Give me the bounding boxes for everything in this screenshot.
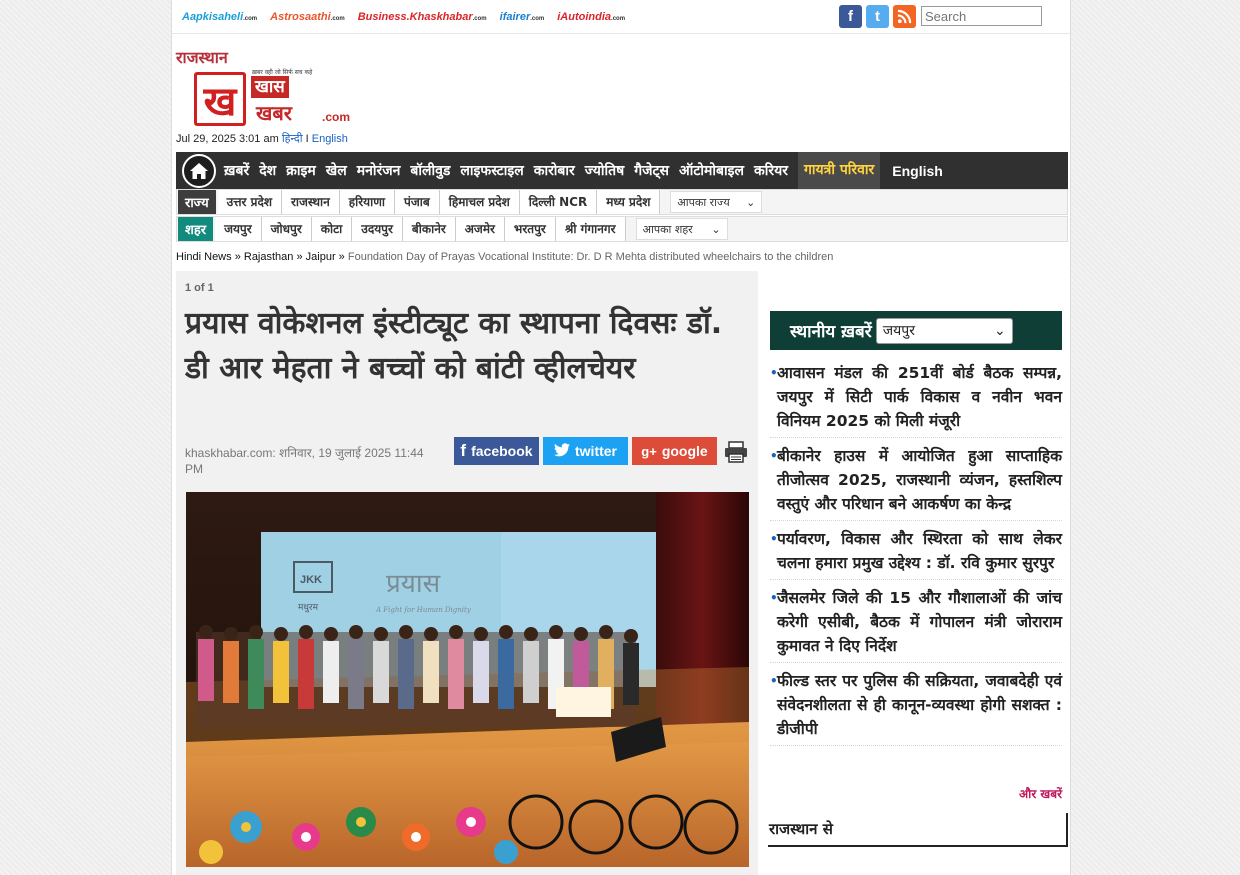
local-news-item[interactable]: • पर्यावरण, विकास और स्थिरता को साथ लेकर चलना हमारा प्रमुख उद्देश्य : डॉ. रवि कुमार सुरपुर: [770, 527, 1062, 580]
state-item-madhya-pradesh[interactable]: मध्य प्रदेश: [597, 190, 660, 214]
state-item-uttar-pradesh[interactable]: उत्तर प्रदेश: [218, 190, 282, 214]
city-select[interactable]: [636, 218, 728, 240]
article-byline: khaskhabar.com: शनिवार, 19 जुलाई 2025 11:44 PM: [185, 446, 424, 476]
city-label: शहर: [178, 217, 213, 241]
social-links: [839, 5, 916, 28]
breadcrumb-jaipur[interactable]: Jaipur: [305, 251, 336, 263]
state-item-punjab[interactable]: पंजाब: [395, 190, 440, 214]
nav-item-crime[interactable]: क्राइम: [286, 163, 316, 179]
city-item-jodhpur[interactable]: जोधपुर: [262, 217, 312, 241]
rajasthan-section-heading: राजस्थान से: [768, 813, 1068, 847]
facebook-icon[interactable]: f: [839, 5, 862, 28]
city-news-select-value: जयपुर: [882, 323, 915, 339]
local-news-header: [770, 311, 1062, 350]
nav-item-bollywood[interactable]: बॉलीवुड: [410, 163, 451, 179]
share-twitter-label: twitter: [575, 443, 617, 459]
photo-counter: 1 of 1: [185, 282, 214, 294]
share-facebook-button[interactable]: [454, 437, 539, 465]
twitter-icon[interactable]: t: [866, 5, 889, 28]
nav-item-karobar[interactable]: कारोबार: [533, 163, 575, 179]
backdrop-madhuram-text: मधुरम: [298, 603, 318, 613]
nav-item-lifestyle[interactable]: लाइफस्टाइल: [460, 163, 524, 179]
page: [171, 0, 1071, 875]
print-icon[interactable]: [724, 441, 748, 463]
header: [172, 34, 1070, 151]
nav-item-manoranjan[interactable]: मनोरंजन: [356, 163, 401, 179]
city-nav: [176, 216, 1068, 242]
share-google-label: google: [661, 443, 708, 459]
nav-item-english[interactable]: English: [892, 162, 943, 179]
nav-item-career[interactable]: करियर: [754, 163, 788, 179]
breadcrumb-hindi-news[interactable]: Hindi News: [176, 251, 232, 263]
breadcrumb-current: Foundation Day of Prayas Vocational Institute: Dr. D R Mehta distributed wheelchairs to the children: [347, 251, 834, 263]
nav-item-automobile[interactable]: ऑटोमोबाइल: [679, 163, 745, 179]
city-item-udaipur[interactable]: उदयपुर: [352, 217, 403, 241]
site-link-ifairer[interactable]: ifairer.com: [499, 11, 545, 23]
state-title: राजस्थान: [176, 48, 228, 67]
site-logo[interactable]: [194, 68, 359, 128]
city-news-select[interactable]: [876, 318, 1013, 344]
lang-hindi-link[interactable]: हिन्दी: [281, 133, 303, 145]
breadcrumb: [176, 251, 833, 263]
google-plus-icon: g+: [641, 443, 657, 459]
city-item-jaipur[interactable]: जयपुर: [215, 217, 262, 241]
logo-com: .com: [322, 110, 351, 124]
city-item-sri-ganganagar[interactable]: श्री गंगानगर: [556, 217, 626, 241]
city-select-value: आपका शहर: [642, 222, 693, 236]
local-news-title: स्थानीय ख़बरें: [790, 322, 872, 342]
dateline: [176, 131, 348, 146]
sidebar: [768, 271, 1068, 875]
state-item-delhi-ncr[interactable]: दिल्ली NCR: [520, 190, 597, 214]
backdrop-subtitle-text: A Fight for Human Dignity: [376, 606, 471, 614]
breadcrumb-rajasthan[interactable]: Rajasthan: [243, 251, 294, 263]
breadcrumb-separator: »: [293, 251, 306, 263]
city-item-bharatpur[interactable]: भरतपुर: [505, 217, 556, 241]
search-input[interactable]: [921, 6, 1042, 26]
share-twitter-button[interactable]: [543, 437, 628, 465]
state-select[interactable]: [670, 191, 762, 213]
logo-word-khas: खास: [251, 76, 289, 98]
article: [176, 271, 758, 875]
local-news-item[interactable]: • जैसलमेर जिले की 15 और गौशालाओं की जांच करेगी एसीबी, बैठक में गोपालन मंत्री जोराराम कुमावत ने दिए निर्देश: [770, 586, 1062, 663]
chevron-down-icon: ⌄: [746, 195, 756, 209]
logo-word-khabar: खबर: [256, 101, 292, 125]
site-link-business-khaskhabar[interactable]: Business.Khaskhabar.com: [357, 11, 487, 23]
twitter-icon: [554, 443, 570, 460]
local-news-list: [770, 361, 1062, 752]
city-item-kota[interactable]: कोटा: [312, 217, 352, 241]
rss-icon[interactable]: [893, 5, 916, 28]
lang-separator: I: [302, 133, 312, 145]
more-news-link[interactable]: और खबरें: [1019, 787, 1062, 801]
breadcrumb-separator: »: [335, 251, 348, 263]
site-link-astrosaathi[interactable]: Astrosaathi.com: [270, 11, 345, 23]
nav-item-jyotish[interactable]: ज्योतिष: [584, 163, 625, 179]
state-item-himachal[interactable]: हिमाचल प्रदेश: [440, 190, 520, 214]
state-item-haryana[interactable]: हरियाणा: [340, 190, 395, 214]
local-news-item[interactable]: • आवासन मंडल की 251वीं बोर्ड बैठक सम्पन्न, जयपुर में सिटी पार्क विकास व नवीन भवन विनियम 2025 को मिली मंजूरी: [770, 361, 1062, 438]
local-news-item[interactable]: • फील्ड स्तर पर पुलिस की सक्रियता, जवाबदेही एवं संवेदनशीलता से ही कानून-व्यवस्था होगी सशक्त : डीजीपी: [770, 669, 1062, 746]
city-item-bikaner[interactable]: बीकानेर: [403, 217, 456, 241]
facebook-icon: f: [460, 441, 467, 460]
share-facebook-label: facebook: [471, 443, 533, 459]
site-link-iautoindia[interactable]: iAutoindia.com: [557, 11, 626, 23]
city-item-ajmer[interactable]: अजमेर: [456, 217, 505, 241]
nav-item-khel[interactable]: खेल: [325, 163, 347, 179]
local-news-item[interactable]: • बीकानेर हाउस में आयोजित हुआ साप्ताहिक तीजोत्सव 2025, राजस्थानी व्यंजन, हस्तशिल्प वस्तुएं और परिधान बने आकर्षण का केन्द्र: [770, 444, 1062, 521]
site-link-aapkisaheli[interactable]: Aapkisaheli.com: [182, 11, 258, 23]
main-nav: [176, 152, 1068, 189]
states-nav: [176, 189, 1068, 215]
nav-item-gadgets[interactable]: गैजेट्स: [634, 163, 670, 179]
state-select-value: आपका राज्य: [677, 195, 730, 209]
article-headline: प्रयास वोकेशनल इंस्टीट्यूट का स्थापना दिवसः डॉ. डी आर मेहता ने बच्चों को बांटी व्हीलचेयर: [185, 306, 723, 386]
chevron-down-icon: ⌄: [994, 322, 1006, 339]
nav-item-desh[interactable]: देश: [259, 163, 277, 179]
nav-item-khabrein[interactable]: ख़बरें: [224, 163, 250, 179]
chevron-down-icon: ⌄: [711, 222, 721, 236]
states-label: राज्य: [178, 190, 216, 214]
lang-english-link[interactable]: English: [311, 133, 348, 145]
breadcrumb-separator: »: [231, 251, 244, 263]
backdrop-prayas-text: प्रयास: [386, 569, 441, 599]
nav-item-gayatri-parivar[interactable]: गायत्री परिवार: [798, 152, 880, 189]
backdrop-jkk-text: JKK: [300, 574, 323, 586]
logo-tagline: ख़बर वही जो सिर्फ सच कहे: [252, 69, 313, 76]
article-photo: [186, 492, 749, 867]
network-sites: [182, 11, 625, 23]
state-item-rajasthan[interactable]: राजस्थान: [282, 190, 340, 214]
home-icon[interactable]: [182, 154, 216, 188]
share-google-button[interactable]: [632, 437, 717, 465]
current-date: Jul 29, 2025 3:01 am: [176, 133, 279, 145]
nav-items: [224, 152, 943, 189]
logo-mark: ख: [194, 72, 246, 126]
top-strip: [172, 0, 1070, 34]
